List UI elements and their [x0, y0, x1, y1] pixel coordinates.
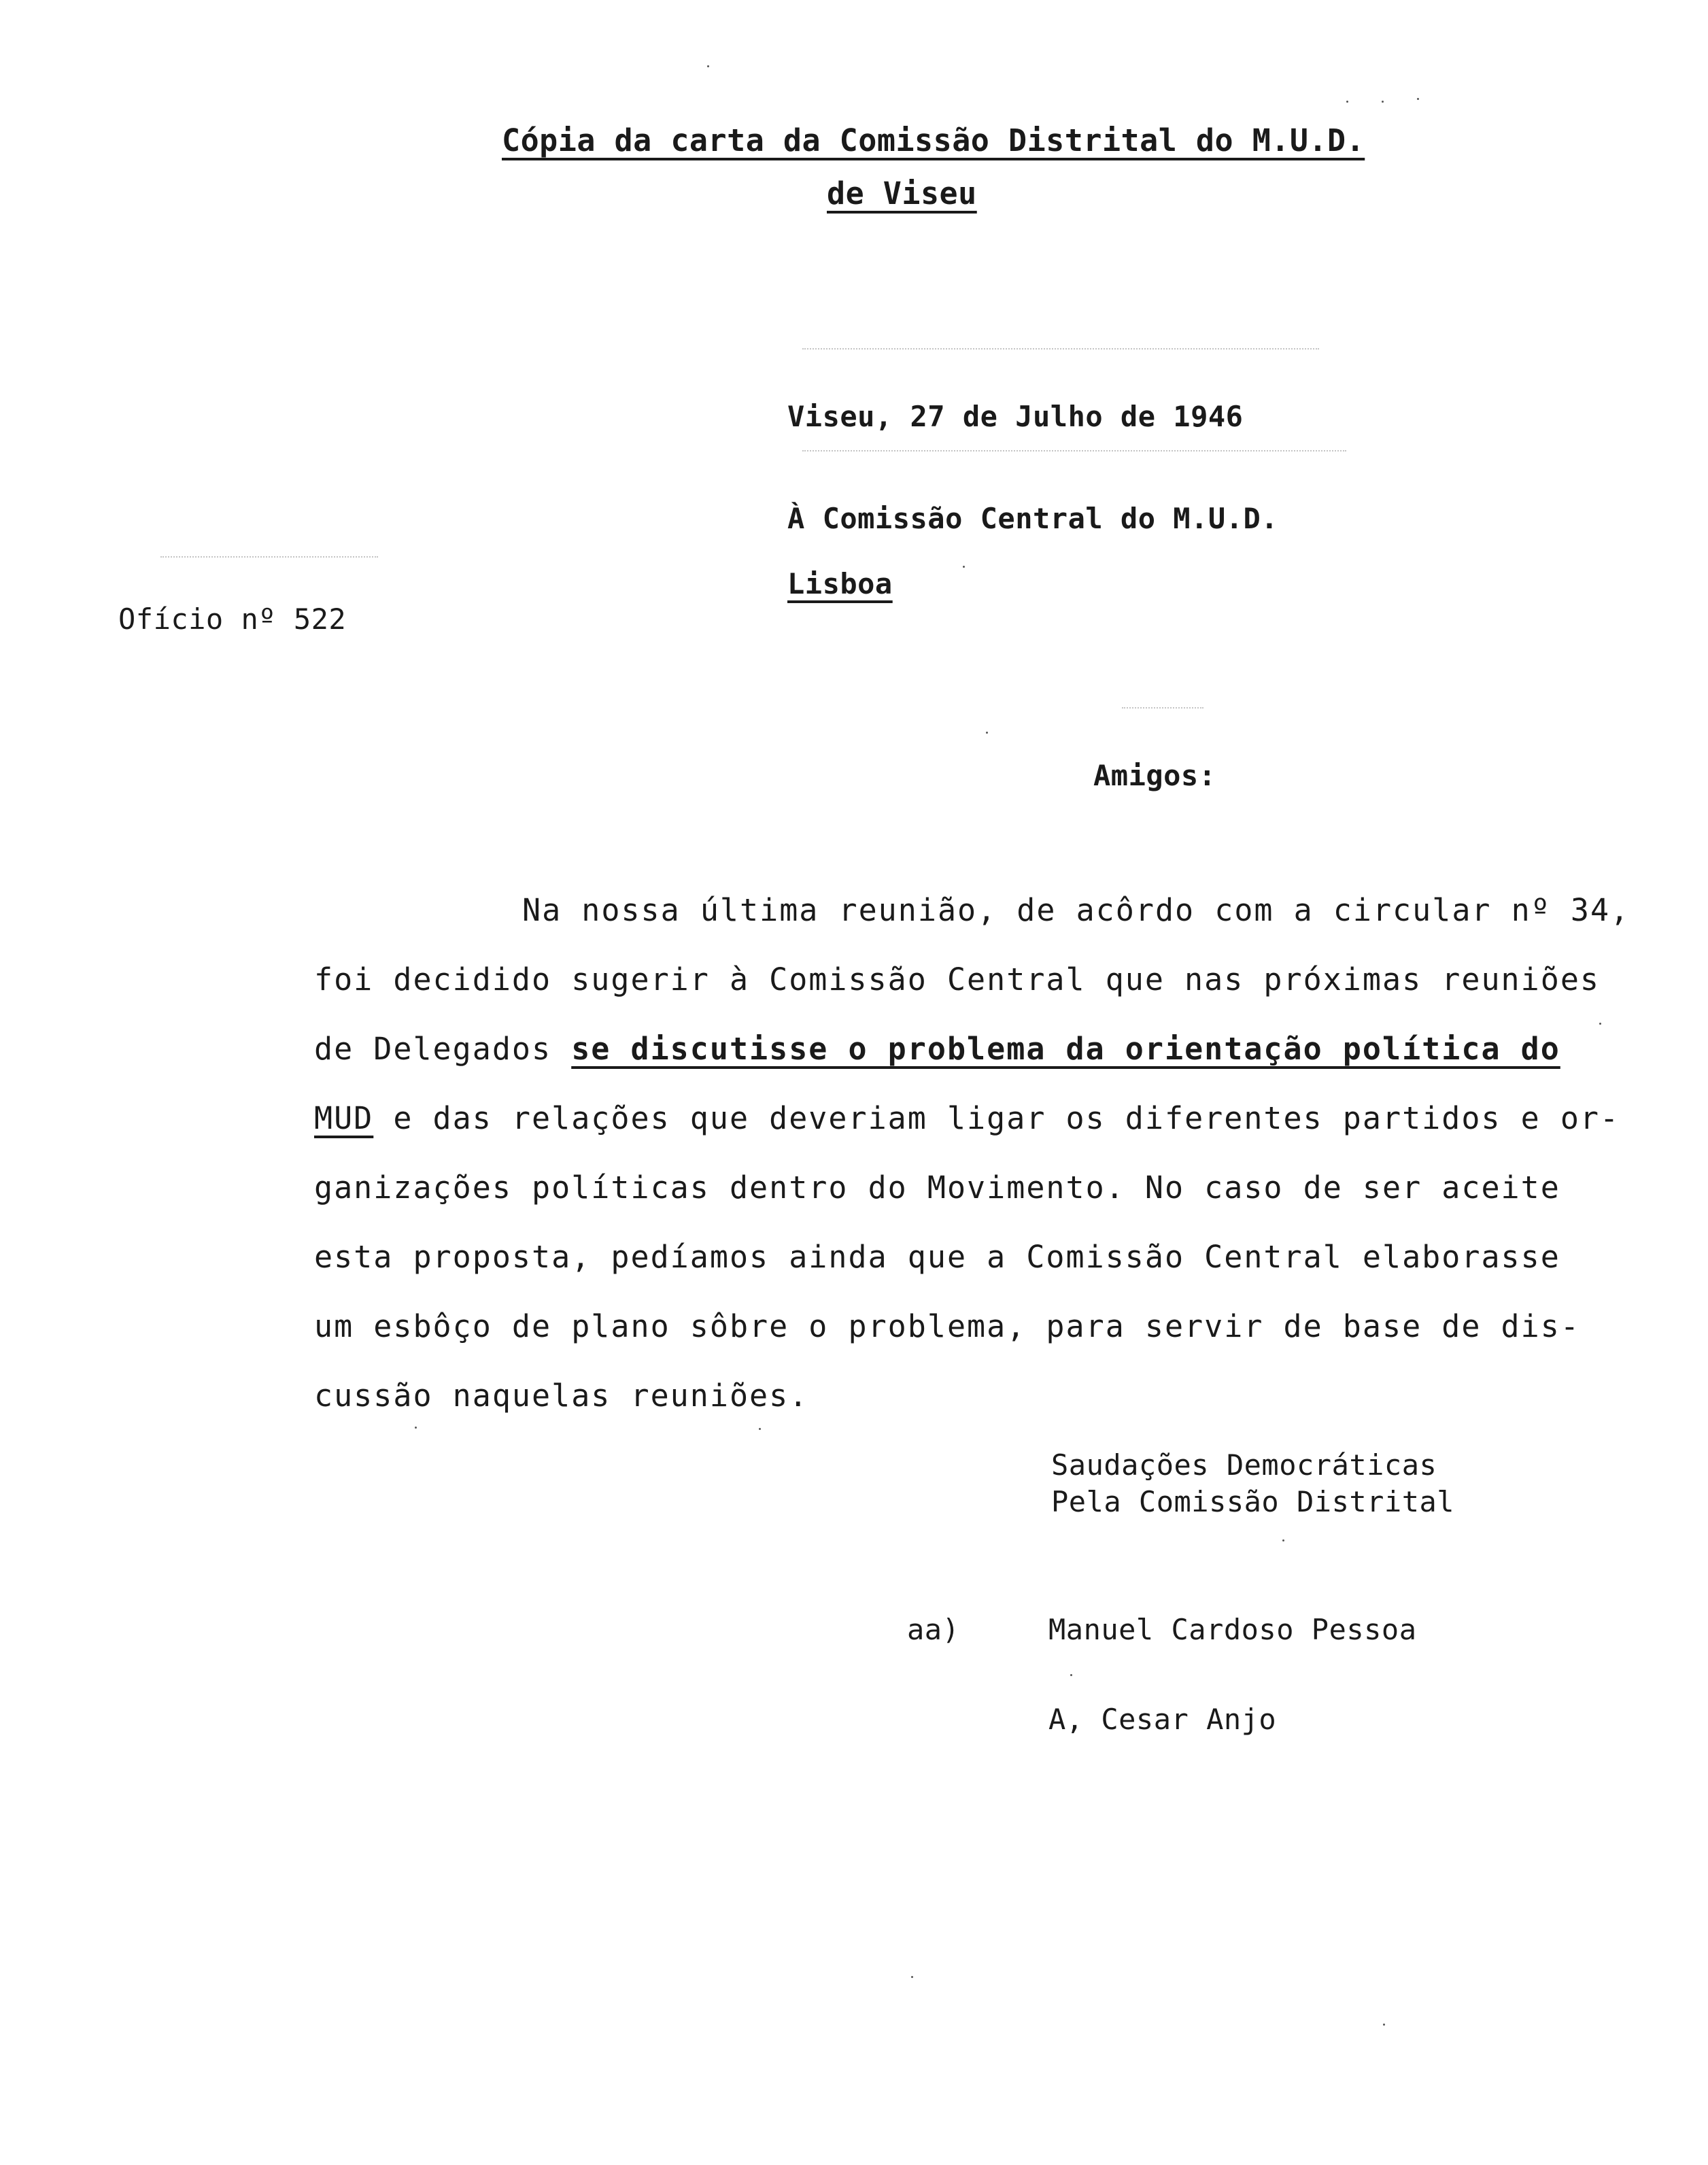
scan-speck — [1417, 98, 1419, 100]
scan-speck — [1383, 2024, 1385, 2026]
scan-speck — [1346, 101, 1348, 103]
recipient-city: Lisboa — [787, 567, 893, 600]
closing-line-1: Saudações Democráticas — [1051, 1448, 1437, 1482]
body-line-8: cussão naquelas reuniões. — [314, 1378, 809, 1414]
body-line-5: ganizações políticas dentro do Movimento. No caso de ser aceite — [314, 1170, 1560, 1206]
closing-line-2: Pela Comissão Distrital — [1051, 1485, 1455, 1518]
scan-speck — [759, 1428, 761, 1430]
scan-speck — [986, 732, 988, 734]
document-title-line1: Cópia da carta da Comissão Distrital do M.U.D. — [502, 122, 1365, 158]
letter-recipient: À Comissão Central do M.U.D. — [787, 502, 1279, 535]
letter-reference: Ofício nº 522 — [118, 602, 347, 636]
scan-speck — [963, 566, 965, 568]
body-line-2: foi decidido sugerir à Comissão Central que nas próximas reuniões — [314, 961, 1600, 998]
body-line-6: esta proposta, pedíamos ainda que a Comissão Central elaborasse — [314, 1239, 1560, 1275]
faint-scan-marks — [802, 348, 1319, 351]
letter-date: Viseu, 27 de Julho de 1946 — [787, 400, 1244, 433]
body-line-4-underlined: MUD — [314, 1100, 374, 1136]
scan-speck — [707, 65, 709, 67]
scan-speck — [1382, 101, 1384, 103]
document-title-line2: de Viseu — [827, 175, 977, 211]
scan-speck — [911, 1976, 913, 1978]
faint-scan-marks — [160, 556, 378, 559]
body-line-3 — [314, 1029, 1560, 1069]
faint-scan-marks — [1122, 707, 1203, 710]
body-line-3-underlined: se discutisse o problema da orientação política do — [571, 1031, 1560, 1067]
signature-prefix: aa) — [907, 1613, 960, 1646]
scan-speck — [1070, 1674, 1072, 1676]
body-line-7: um esbôço de plano sôbre o problema, para servir de base de dis- — [314, 1308, 1580, 1344]
scan-speck — [1282, 1539, 1284, 1541]
body-line-1: Na nossa última reunião, de acôrdo com a circular nº 34, — [522, 892, 1630, 928]
body-line-4 — [314, 1099, 1620, 1138]
body-line-3-start: de Delegados — [314, 1031, 572, 1067]
signer-1: Manuel Cardoso Pessoa — [1048, 1613, 1417, 1646]
faint-scan-marks — [802, 450, 1346, 453]
salutation: Amigos: — [1093, 759, 1216, 792]
body-line-4-rest: e das relações que deveriam ligar os diferentes partidos e or- — [373, 1100, 1620, 1136]
scan-speck — [415, 1427, 417, 1429]
signer-2: A, Cesar Anjo — [1048, 1703, 1277, 1736]
scan-speck — [1599, 1023, 1601, 1025]
